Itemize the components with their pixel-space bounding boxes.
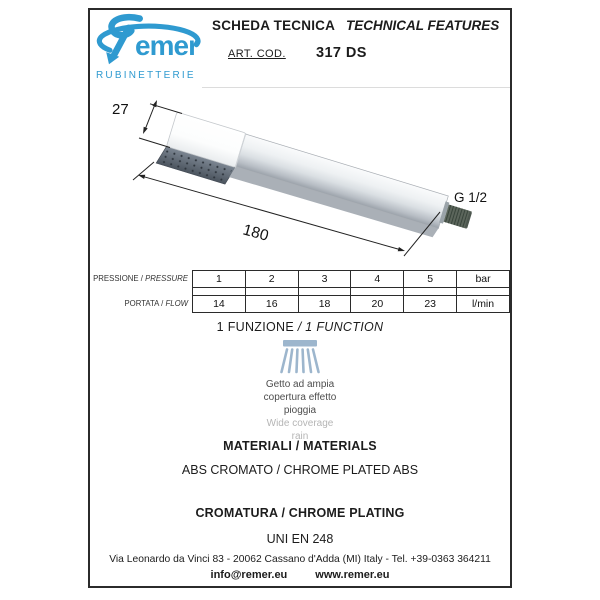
dim180-arrow-left xyxy=(138,175,145,179)
shower-handle xyxy=(156,111,475,256)
materials-value: ABS CROMATO / CHROME PLATED ABS xyxy=(181,463,419,477)
spacer-row xyxy=(193,288,510,296)
function-section xyxy=(90,320,510,443)
footer-website: www.remer.eu xyxy=(315,569,390,581)
table-cell: 23 xyxy=(404,296,457,313)
function-title-it: 1 FUNZIONE xyxy=(216,320,294,334)
pressure-row xyxy=(193,271,510,288)
function-desc-line: Getto ad ampia xyxy=(265,379,335,390)
table-cell: 5 xyxy=(404,271,457,288)
table-cell xyxy=(193,288,246,296)
table-cell: 16 xyxy=(245,296,298,313)
table-cell xyxy=(245,288,298,296)
flow-row-label xyxy=(90,295,188,312)
datasheet-frame xyxy=(88,8,512,588)
function-desc-line-en: Wide coverage xyxy=(266,418,334,429)
plating-title: CROMATURA / CHROME PLATING xyxy=(195,506,405,520)
table-cell: 4 xyxy=(351,271,404,288)
pressure-row-label xyxy=(90,270,188,287)
dim-length-label: 180 xyxy=(240,221,271,245)
thread-size-label: G 1/2 xyxy=(454,190,488,205)
table-cell: 2 xyxy=(245,271,298,288)
article-code-label: ART. COD. xyxy=(228,48,286,60)
dim27-arrow-top xyxy=(152,100,157,107)
table-cell xyxy=(404,288,457,296)
dim180-arrow-right xyxy=(398,247,405,251)
table-cell xyxy=(351,288,404,296)
table-cell xyxy=(457,288,510,296)
function-desc-line: pioggia xyxy=(283,405,317,416)
dim-height-label: 27 xyxy=(112,101,129,118)
table-unit-cell: l/min xyxy=(457,296,510,313)
product-drawing xyxy=(90,94,514,272)
rain-spray-icon xyxy=(277,338,323,376)
remer-logo-icon xyxy=(96,13,216,67)
plating-value: UNI EN 248 xyxy=(266,532,334,546)
sheet-title-italian: SCHEDA TECNICA xyxy=(212,18,336,33)
footer-links xyxy=(90,569,510,581)
function-desc-line-en: rain xyxy=(291,431,309,442)
pressure-label-it: PRESSIONE / xyxy=(93,274,143,283)
header-divider xyxy=(202,87,510,88)
table-cell: 14 xyxy=(193,296,246,313)
materials-section xyxy=(90,439,510,546)
table-unit-cell: bar xyxy=(457,271,510,288)
table-cell: 3 xyxy=(298,271,351,288)
function-title xyxy=(90,320,510,334)
table-cell xyxy=(298,288,351,296)
pressure-label-en: PRESSURE xyxy=(145,274,188,283)
remer-logo xyxy=(96,13,216,81)
flow-label-it: PORTATA / xyxy=(124,299,164,308)
function-title-en: / 1 FUNCTION xyxy=(297,320,384,334)
function-desc-line: copertura effetto xyxy=(263,392,337,403)
table-cell: 18 xyxy=(298,296,351,313)
sheet-title-english: TECHNICAL FEATURES xyxy=(346,18,500,33)
logo-subtitle: RUBINETTERIE xyxy=(96,70,196,81)
flow-table xyxy=(192,270,510,313)
footer-address: Via Leonardo da Vinci 83 - 20062 Cassano d'Adda (MI) Italy - Tel. +39-0363 364211 xyxy=(109,554,491,565)
materials-title: MATERIALI / MATERIALS xyxy=(223,439,377,453)
flow-row xyxy=(193,296,510,313)
flow-label-en: FLOW xyxy=(165,299,188,308)
article-code-value: 317 DS xyxy=(316,45,367,61)
footer-email: info@remer.eu xyxy=(210,569,288,581)
table-cell: 1 xyxy=(193,271,246,288)
table-cell: 20 xyxy=(351,296,404,313)
dim27-arrow-bottom xyxy=(143,127,148,134)
logo-wordmark: emer xyxy=(135,29,199,61)
footer xyxy=(90,554,510,581)
